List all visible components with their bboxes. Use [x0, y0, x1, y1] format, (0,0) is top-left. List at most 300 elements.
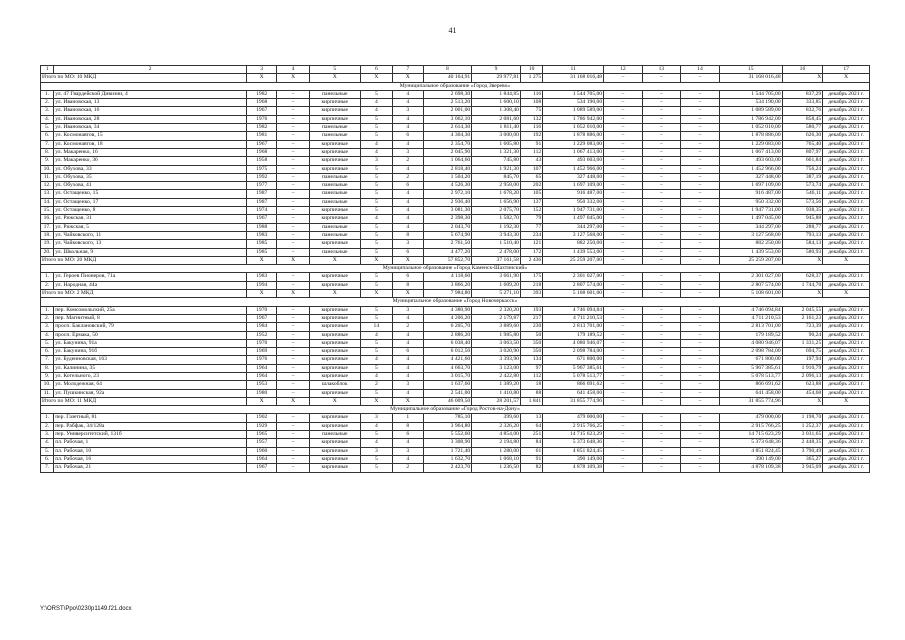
row-number: 17.	[41, 223, 54, 231]
table-cell: декабрь 2021 г.	[823, 115, 870, 123]
table-cell: 288,77	[782, 223, 823, 231]
table-cell: 4	[393, 372, 423, 380]
column-number: 12	[604, 66, 643, 74]
table-cell: –	[681, 356, 720, 364]
row-number: 4.	[41, 115, 54, 123]
table-cell: 1967	[246, 107, 276, 115]
table-cell: декабрь 2021 г.	[823, 381, 870, 389]
table-row	[41, 356, 870, 364]
table-cell: 2	[393, 323, 423, 331]
table-cell: 1 504,20	[423, 173, 472, 181]
table-cell: –	[604, 422, 643, 430]
table-cell: 3 062,10	[423, 115, 472, 123]
table-cell: 4	[360, 356, 392, 364]
table-cell: 1 811,40	[472, 124, 521, 132]
table-cell: 3 964,80	[423, 422, 472, 430]
table-cell: 5	[360, 231, 392, 239]
table-cell: –	[604, 207, 643, 215]
table-cell: 4 421,60	[423, 356, 472, 364]
table-cell: –	[642, 306, 681, 314]
table-cell: –	[277, 240, 309, 248]
table-cell: 4 711 210,53	[719, 314, 782, 322]
table-cell: 5 674,90	[423, 231, 472, 239]
table-cell: декабрь 2021 г.	[823, 132, 870, 140]
table-cell: 1964	[246, 372, 276, 380]
table-cell: декабрь 2021 г.	[823, 323, 870, 331]
total-cell: 31 168 016,48	[543, 74, 604, 82]
total-cell: X	[360, 290, 392, 298]
column-number: 7	[393, 66, 423, 74]
column-number: 14	[681, 66, 720, 74]
table-cell: –	[681, 348, 720, 356]
table-cell: 1967	[246, 140, 276, 148]
total-cell: 5 108 601,00	[719, 290, 782, 298]
total-cell: 40 164,91	[423, 74, 472, 82]
table-cell: 365,27	[782, 455, 823, 463]
table-cell: декабрь 2021 г.	[823, 173, 870, 181]
address-cell: пер. Комсомольский, 25а	[54, 306, 247, 314]
table-cell: –	[681, 431, 720, 439]
table-cell: –	[277, 107, 309, 115]
table-cell: 1987	[246, 198, 276, 206]
total-cell: X	[277, 290, 309, 298]
table-cell: –	[642, 414, 681, 422]
table-cell: 112	[520, 148, 542, 156]
table-cell: –	[681, 364, 720, 372]
table-cell: 493 603,00	[543, 157, 604, 165]
table-cell: –	[604, 348, 643, 356]
table-cell: –	[604, 90, 643, 98]
table-cell: 1957	[246, 439, 276, 447]
table-cell: 4 080 946,07	[719, 339, 782, 347]
table-cell: –	[681, 198, 720, 206]
total-cell: –	[642, 290, 681, 298]
table-cell: 6	[393, 182, 423, 190]
table-cell: –	[277, 165, 309, 173]
table-cell: –	[277, 281, 309, 289]
total-cell: 46 009,50	[423, 397, 472, 405]
address-cell: ул. Калинина, 35	[54, 364, 247, 372]
housing-table-wrapper	[40, 65, 870, 473]
table-cell: 2 001,00	[423, 107, 472, 115]
table-cell: –	[681, 464, 720, 472]
table-cell: кирпичные	[309, 339, 360, 347]
table-cell: –	[277, 99, 309, 107]
table-cell: декабрь 2021 г.	[823, 198, 870, 206]
total-cell: –	[604, 397, 643, 405]
table-cell: 1964	[246, 364, 276, 372]
table-cell: 1958	[246, 157, 276, 165]
table-cell: 2 096,13	[782, 372, 823, 380]
table-cell: 64	[520, 422, 542, 430]
table-cell: 3 790,49	[782, 447, 823, 455]
table-cell: кирпичные	[309, 364, 360, 372]
table-cell: 4	[360, 331, 392, 339]
table-row	[41, 447, 870, 455]
table-cell: 1985	[246, 240, 276, 248]
table-cell: –	[681, 223, 720, 231]
table-cell: –	[277, 455, 309, 463]
table-cell: –	[642, 182, 681, 190]
table-cell: декабрь 2021 г.	[823, 90, 870, 98]
table-cell: 5	[360, 364, 392, 372]
table-cell: 5	[360, 306, 392, 314]
column-number: 13	[642, 66, 681, 74]
row-number: 3.	[41, 107, 54, 115]
table-cell: –	[642, 464, 681, 472]
table-cell: 628,37	[782, 273, 823, 281]
table-cell: 3	[393, 240, 423, 248]
table-cell: 1 985,80	[472, 331, 521, 339]
table-cell: 5 967 385,61	[719, 364, 782, 372]
table-cell: декабрь 2021 г.	[823, 148, 870, 156]
table-row	[41, 182, 870, 190]
address-cell: просп. Баклановский, 79	[54, 323, 247, 331]
table-cell: 1976	[246, 115, 276, 123]
table-cell: –	[277, 148, 309, 156]
table-cell: –	[642, 439, 681, 447]
table-cell: –	[277, 323, 309, 331]
row-number: 6.	[41, 132, 54, 140]
total-cell: –	[604, 290, 643, 298]
table-cell: –	[277, 182, 309, 190]
address-cell: ул. Остащенко, 15	[54, 190, 247, 198]
total-cell: –	[681, 256, 720, 264]
table-cell: 2	[393, 464, 423, 472]
table-cell: –	[604, 223, 643, 231]
address-cell: пер. Магнитный, 8	[54, 314, 247, 322]
address-cell: ул. Макаренко, 16	[54, 148, 247, 156]
total-cell: 29 977,81	[472, 74, 521, 82]
total-cell: X	[782, 397, 823, 405]
table-cell: 1 067 413,00	[543, 148, 604, 156]
table-cell: –	[681, 207, 720, 215]
table-cell: –	[681, 90, 720, 98]
section-header-row	[41, 406, 870, 414]
table-cell: –	[642, 132, 681, 140]
total-cell: X	[393, 290, 423, 298]
table-cell: 1 582,70	[472, 215, 521, 223]
table-cell: 5	[360, 389, 392, 397]
table-cell: декабрь 2021 г.	[823, 306, 870, 314]
table-cell: 116	[520, 124, 542, 132]
table-cell: –	[277, 215, 309, 223]
total-cell: 393	[520, 290, 542, 298]
table-row	[41, 198, 870, 206]
table-cell: 2 422,80	[472, 372, 521, 380]
column-number: 4	[277, 66, 309, 74]
table-cell: 333,85	[782, 99, 823, 107]
table-cell: панельные	[309, 124, 360, 132]
table-cell: –	[681, 157, 720, 165]
table-cell: –	[642, 215, 681, 223]
table-row	[41, 148, 870, 156]
table-cell: 2 045,90	[423, 148, 472, 156]
address-cell: ул. Остащенко, 17	[54, 198, 247, 206]
total-cell: X	[782, 74, 823, 82]
table-cell: 3 015,70	[423, 372, 472, 380]
address-cell: ул. Макаренко, 36	[54, 157, 247, 165]
table-cell: панельные	[309, 190, 360, 198]
table-cell: 14	[360, 323, 392, 331]
table-cell: 845,70	[472, 173, 521, 181]
column-number: 15	[719, 66, 782, 74]
table-cell: –	[642, 115, 681, 123]
table-cell: –	[681, 115, 720, 123]
address-cell: пер. Газетный, 81	[54, 414, 247, 422]
table-cell: декабрь 2021 г.	[823, 99, 870, 107]
table-cell: 5	[360, 240, 392, 248]
table-cell: –	[277, 364, 309, 372]
table-cell: 2 354,70	[423, 140, 472, 148]
table-cell: 350	[520, 348, 542, 356]
table-cell: 938,35	[782, 207, 823, 215]
table-cell: кирпичные	[309, 148, 360, 156]
table-row	[41, 281, 870, 289]
table-cell: –	[681, 314, 720, 322]
table-cell: –	[681, 99, 720, 107]
table-cell: 2	[393, 173, 423, 181]
table-cell: 580,77	[782, 124, 823, 132]
table-cell: 234	[520, 231, 542, 239]
address-cell: пл. Рабочая, 21	[54, 464, 247, 472]
table-cell: –	[642, 323, 681, 331]
table-row	[41, 422, 870, 430]
table-cell: –	[681, 182, 720, 190]
table-cell: кирпичные	[309, 99, 360, 107]
total-cell: X	[393, 74, 423, 82]
table-cell: 4	[360, 439, 392, 447]
table-cell: –	[277, 115, 309, 123]
table-cell: –	[604, 148, 643, 156]
table-cell: кирпичные	[309, 389, 360, 397]
table-cell: 1 609,20	[472, 281, 521, 289]
table-cell: 251	[520, 431, 542, 439]
table-cell: –	[642, 207, 681, 215]
table-cell: 107	[520, 165, 542, 173]
table-cell: –	[642, 348, 681, 356]
table-cell: кирпичные	[309, 306, 360, 314]
table-cell: 1 089 589,00	[719, 107, 782, 115]
total-cell: –	[642, 256, 681, 264]
table-cell: 2 043,70	[423, 223, 472, 231]
row-number: 9.	[41, 157, 54, 165]
row-number: 13.	[41, 190, 54, 198]
table-row	[41, 372, 870, 380]
section-title: Муниципальное образование «Город Новочеркасск»	[41, 298, 870, 306]
total-cell: 28 201,57	[472, 397, 521, 405]
table-cell: 4	[393, 124, 423, 132]
table-cell: 1 192,30	[472, 223, 521, 231]
table-row	[41, 173, 870, 181]
table-cell: –	[277, 339, 309, 347]
table-cell: 4	[393, 223, 423, 231]
table-cell: 4	[360, 107, 392, 115]
row-number: 6.	[41, 455, 54, 463]
table-cell: 4	[393, 331, 423, 339]
table-cell: 4 711 210,53	[543, 314, 604, 322]
table-cell: 858,45	[782, 115, 823, 123]
table-cell: 1 439 553,00	[719, 248, 782, 256]
table-cell: –	[642, 281, 681, 289]
total-cell: X	[246, 290, 276, 298]
table-cell: –	[604, 124, 643, 132]
table-cell: –	[604, 464, 643, 472]
table-cell: 807,97	[782, 148, 823, 156]
table-cell: 18	[520, 381, 542, 389]
table-cell: 6	[393, 431, 423, 439]
table-cell: 4	[360, 372, 392, 380]
table-cell: –	[681, 306, 720, 314]
table-cell: 5 967 385,61	[543, 364, 604, 372]
table-cell: 2 301 027,00	[543, 273, 604, 281]
row-number: 11.	[41, 173, 54, 181]
address-cell: ул. Ивановская, 34	[54, 124, 247, 132]
table-cell: 1964	[246, 455, 276, 463]
table-cell: –	[681, 323, 720, 331]
table-cell: 1 452 966,00	[543, 165, 604, 173]
total-cell: X	[393, 397, 423, 405]
table-row	[41, 464, 870, 472]
table-cell: 1 067 413,00	[719, 148, 782, 156]
row-number: 20.	[41, 248, 54, 256]
table-cell: –	[277, 356, 309, 364]
table-cell: 3 127 568,00	[719, 231, 782, 239]
address-cell: ул. Героев Пионеров, 71а	[54, 273, 247, 281]
table-cell: 4 526,30	[423, 182, 472, 190]
table-cell: 1 439 553,00	[543, 248, 604, 256]
table-cell: 2 320,20	[472, 306, 521, 314]
table-row	[41, 348, 870, 356]
table-cell: 390 149,00	[543, 455, 604, 463]
table-cell: 1984	[246, 323, 276, 331]
table-cell: 832,76	[782, 107, 823, 115]
table-row	[41, 273, 870, 281]
table-cell: 1969	[246, 348, 276, 356]
table-cell: 3 943,30	[472, 231, 521, 239]
table-row	[41, 207, 870, 215]
table-cell: –	[642, 90, 681, 98]
table-cell: 2	[393, 157, 423, 165]
total-cell: –	[604, 74, 643, 82]
table-cell: 50	[520, 331, 542, 339]
table-cell: 1 947 731,00	[719, 207, 782, 215]
table-cell: 4	[393, 215, 423, 223]
total-row	[41, 397, 870, 405]
table-cell: 3	[393, 381, 423, 389]
table-cell: –	[277, 223, 309, 231]
table-cell: 192	[520, 132, 542, 140]
table-cell: –	[642, 455, 681, 463]
column-number: 16	[782, 66, 823, 74]
total-label: Итого по МО: 11 МКД	[41, 397, 247, 405]
address-cell: ул. Ивановская, 28	[54, 115, 247, 123]
table-cell: 175	[520, 273, 542, 281]
table-cell: кирпичные	[309, 140, 360, 148]
table-cell: 2 098 784,00	[719, 348, 782, 356]
table-cell: –	[277, 140, 309, 148]
table-cell: кирпичные	[309, 464, 360, 472]
table-cell: декабрь 2021 г.	[823, 389, 870, 397]
table-cell: 1968	[246, 148, 276, 156]
table-cell: 108	[520, 99, 542, 107]
table-cell: 454,68	[782, 389, 823, 397]
table-cell: 1 878 886,00	[543, 132, 604, 140]
table-cell: 2 698,30	[423, 90, 472, 98]
table-row	[41, 90, 870, 98]
table-cell: –	[681, 447, 720, 455]
total-label: Итого по МО: 20 МКД	[41, 256, 247, 264]
section-title: Муниципальное образование «Город Ростов-на-Дону»	[41, 406, 870, 414]
table-cell: кирпичные	[309, 414, 360, 422]
table-cell: –	[681, 422, 720, 430]
table-cell: 1 605,80	[472, 140, 521, 148]
row-number: 16.	[41, 215, 54, 223]
table-cell: панельные	[309, 198, 360, 206]
table-cell: 4 380,90	[423, 306, 472, 314]
table-cell: –	[604, 339, 643, 347]
table-cell: 3	[393, 306, 423, 314]
table-cell: 916 487,00	[719, 190, 782, 198]
table-cell: 950 332,00	[543, 198, 604, 206]
row-number: 14.	[41, 198, 54, 206]
table-cell: 5	[360, 207, 392, 215]
row-number: 11.	[41, 389, 54, 397]
table-cell: 202	[520, 182, 542, 190]
table-cell: 1 308,40	[472, 107, 521, 115]
total-cell: 7 984,80	[423, 290, 472, 298]
table-cell: 661,84	[782, 157, 823, 165]
table-cell: панельные	[309, 231, 360, 239]
table-cell: –	[277, 331, 309, 339]
total-cell: X	[277, 256, 309, 264]
table-cell: 1 910,79	[782, 364, 823, 372]
table-cell: 4 118,60	[423, 273, 472, 281]
table-cell: 230	[520, 323, 542, 331]
table-cell: –	[642, 314, 681, 322]
table-cell: 4 851 824,45	[543, 447, 604, 455]
table-cell: кирпичные	[309, 240, 360, 248]
table-cell: 3 308,90	[423, 439, 472, 447]
table-row	[41, 190, 870, 198]
table-cell: 723,39	[782, 323, 823, 331]
table-cell: 1 921,30	[472, 165, 521, 173]
table-cell: декабрь 2021 г.	[823, 281, 870, 289]
table-cell: –	[604, 389, 643, 397]
table-row	[41, 223, 870, 231]
table-cell: 179 189,52	[719, 331, 782, 339]
table-cell: 4	[393, 389, 423, 397]
total-cell: X	[823, 397, 870, 405]
table-cell: 573,56	[782, 198, 823, 206]
address-cell: пер. Рабфак, 34/128а	[54, 422, 247, 430]
table-row	[41, 231, 870, 239]
address-cell: просп. Ермака, 50	[54, 331, 247, 339]
table-cell: 5	[360, 223, 392, 231]
table-cell: 2 813 701,00	[719, 323, 782, 331]
table-cell: –	[681, 414, 720, 422]
total-cell: X	[823, 256, 870, 264]
row-number: 1.	[41, 306, 54, 314]
table-cell: 866 691,62	[543, 381, 604, 389]
table-cell: 4 878 109,38	[719, 464, 782, 472]
table-cell: 2 807 574,00	[719, 281, 782, 289]
table-cell: декабрь 2021 г.	[823, 182, 870, 190]
table-cell: панельные	[309, 173, 360, 181]
table-cell: 43	[520, 157, 542, 165]
table-cell: –	[604, 198, 643, 206]
table-cell: 1 678,20	[472, 190, 521, 198]
